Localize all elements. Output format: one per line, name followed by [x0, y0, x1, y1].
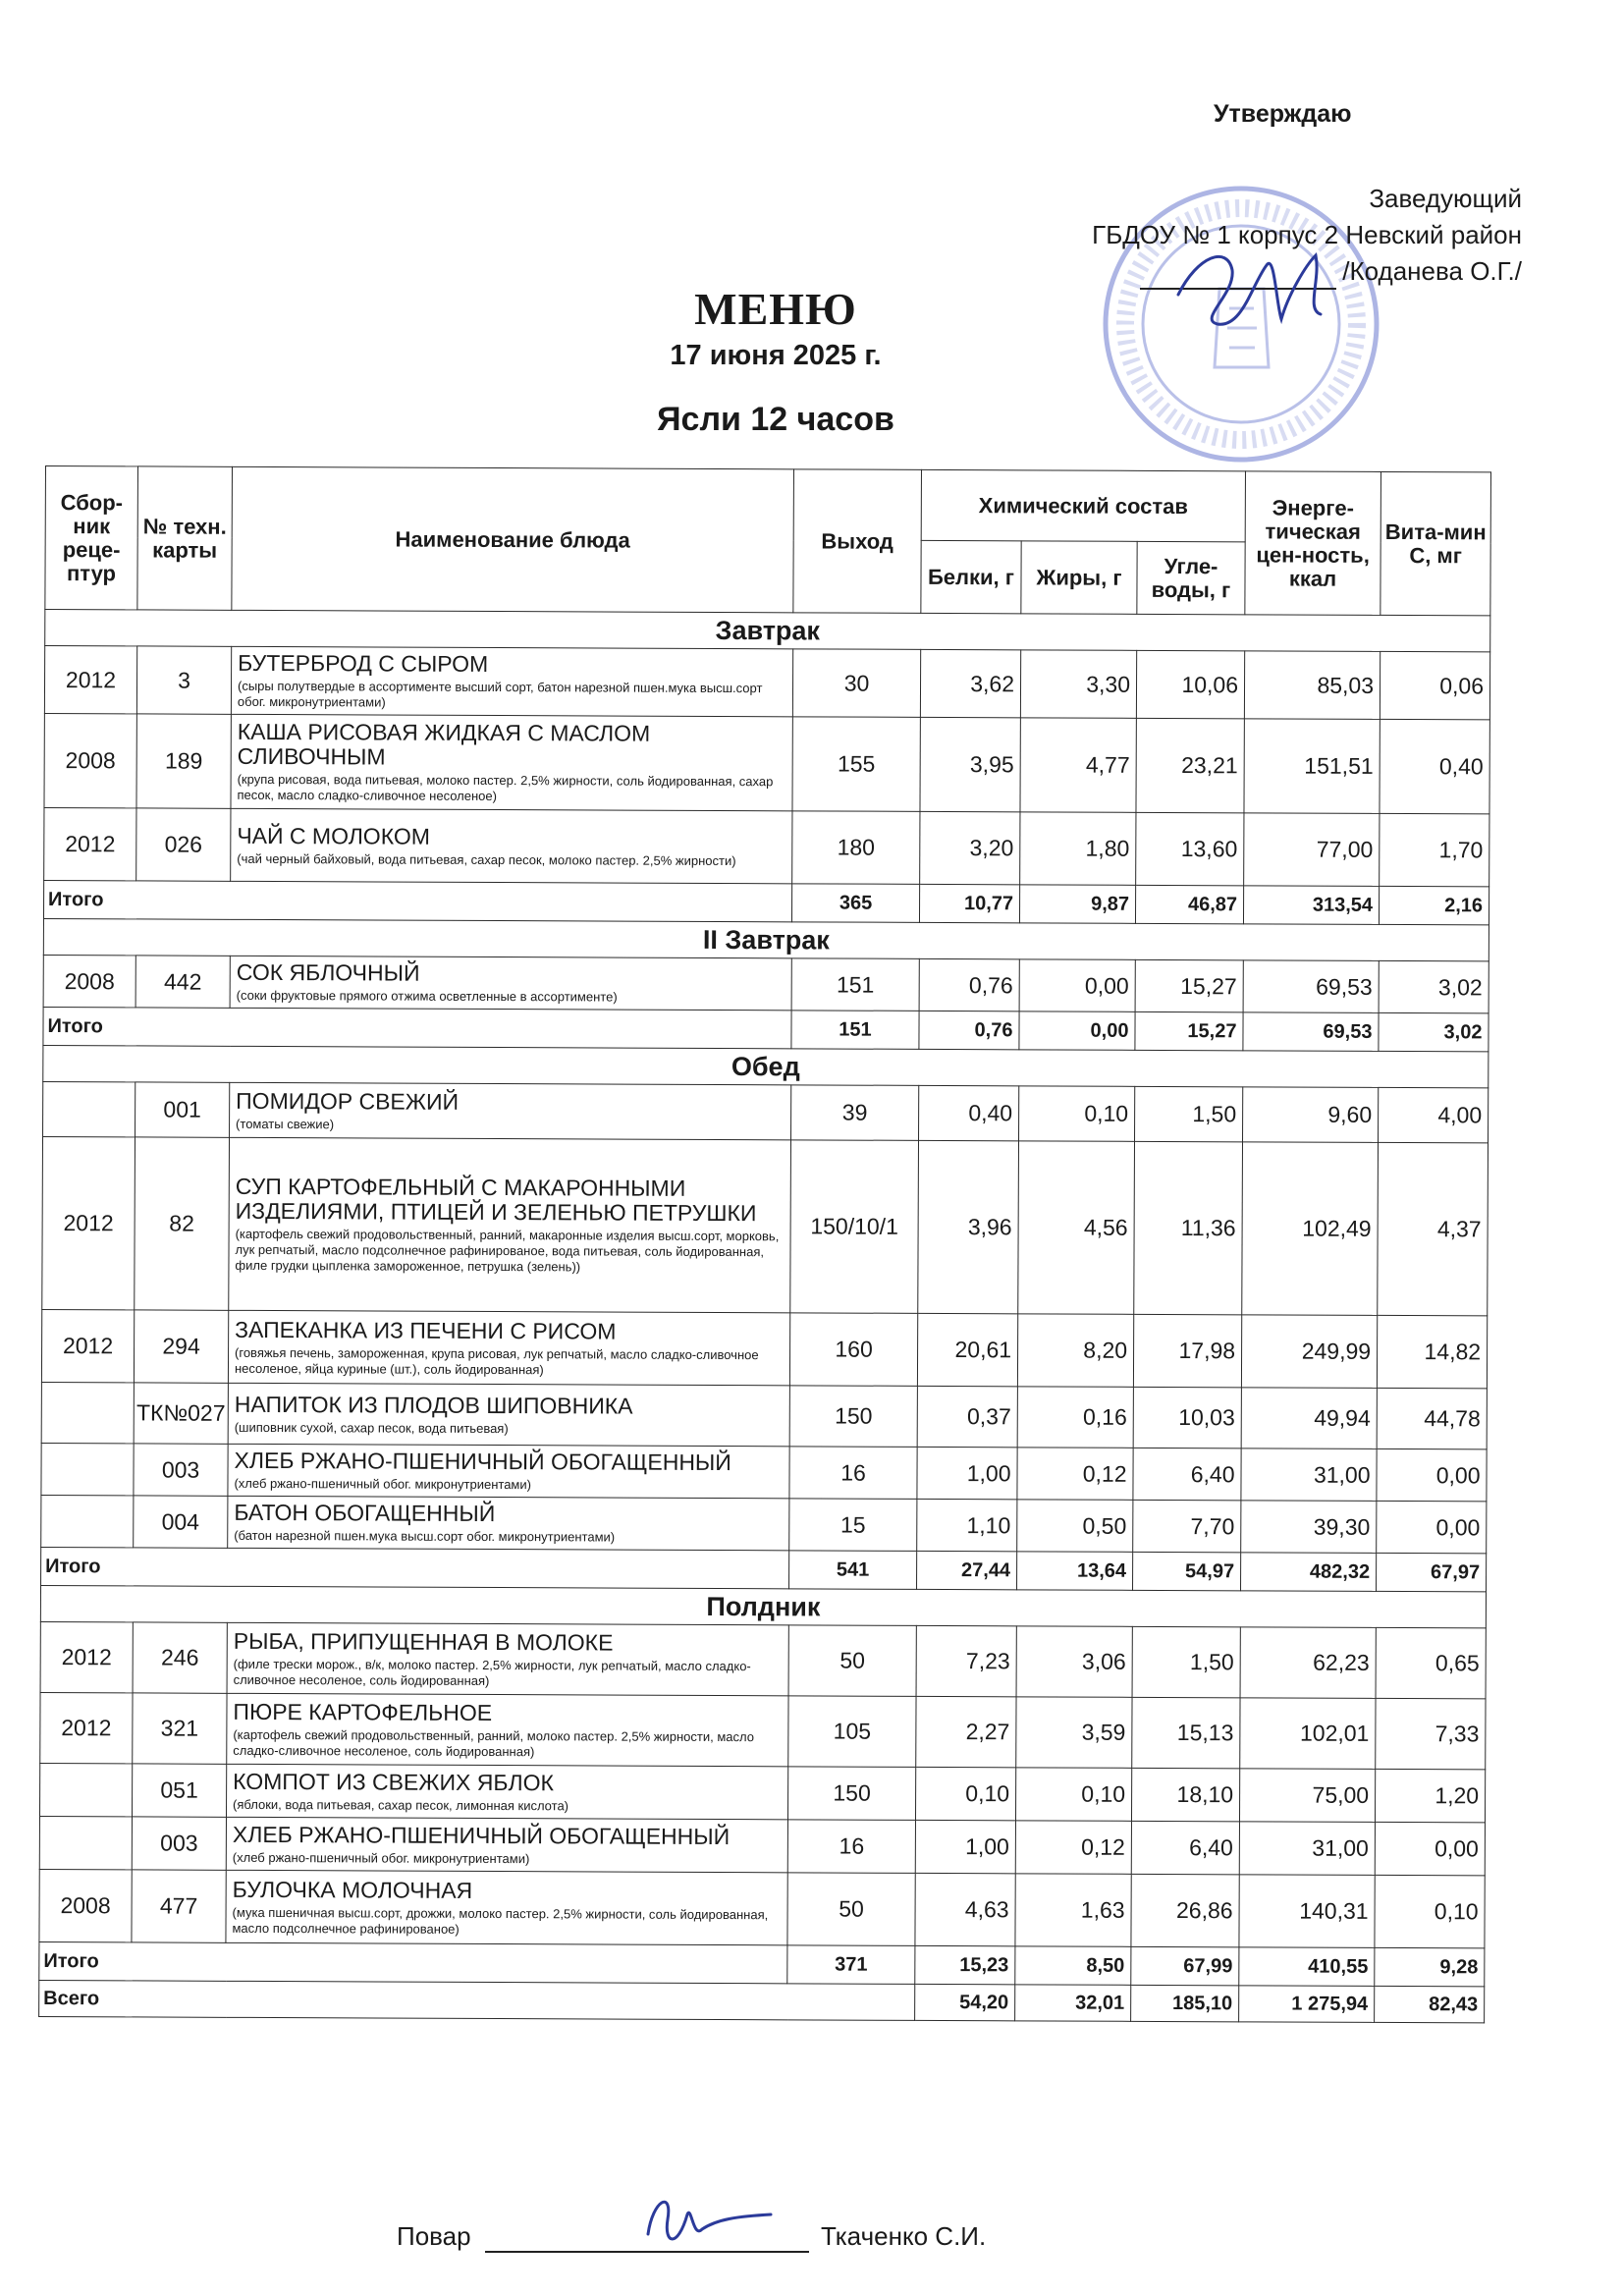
dish-name: ПОМИДОР СВЕЖИЙ — [236, 1087, 460, 1115]
col-name: Наименование блюда — [232, 466, 794, 612]
dish-name: ХЛЕБ РЖАНО-ПШЕНИЧНЫЙ ОБОГАЩЕННЫЙ — [234, 1447, 731, 1476]
energy-cell: 75,00 — [1240, 1769, 1376, 1823]
section-header — [43, 1045, 1489, 1087]
dish-name: СУП КАРТОФЕЛЬНЫЙ С МАКАРОННЫМИ ИЗДЕЛИЯМИ, ПТИЦЕЙ И ЗЕЛЕНЬЮ ПЕТРУШКИ — [235, 1173, 757, 1227]
fat-cell: 0,16 — [1017, 1387, 1133, 1449]
table-row — [41, 1382, 1487, 1449]
col-carbs: Угле-воды, г — [1137, 541, 1245, 614]
section-title: Обед — [43, 1045, 1489, 1087]
vitc-cell: 0,10 — [1375, 1875, 1485, 1947]
energy-cell: 249,99 — [1241, 1315, 1377, 1389]
recipe-cell: 2008 — [39, 1869, 132, 1941]
protein-cell: 0,76 — [919, 958, 1019, 1011]
dish-ingredients: (картофель свежий продовольственный, ранний, молоко пастер. 2,5% жирности, масло сладко-сливочное несоленое, соль йодированная) — [233, 1726, 755, 1759]
total-fat: 9,87 — [1019, 885, 1135, 924]
total-label: Итого — [43, 880, 791, 921]
carbs-cell: 1,50 — [1135, 1086, 1243, 1141]
protein-cell: 1,10 — [917, 1499, 1017, 1551]
tech-card-cell: 477 — [132, 1870, 226, 1942]
dish-ingredients: (мука пшеничная высш.сорт, дрожжи, молоко пастер. 2,5% жирности, соль йодированная, масло подсолнечное рафинированое) — [232, 1904, 769, 1937]
fat-cell: 0,50 — [1017, 1500, 1133, 1553]
carbs-cell: 18,10 — [1131, 1768, 1239, 1821]
tech-card-cell: 001 — [135, 1082, 230, 1137]
output-cell: 160 — [789, 1313, 917, 1387]
output-cell: 50 — [787, 1873, 915, 1946]
fat-cell: 0,12 — [1017, 1448, 1133, 1501]
dish-cell — [228, 1496, 789, 1550]
protein-cell: 3,95 — [920, 717, 1020, 811]
total-vitc: 2,16 — [1379, 886, 1489, 924]
total-carbs: 15,27 — [1135, 1011, 1243, 1050]
vitc-cell: 0,00 — [1377, 1501, 1487, 1553]
total-energy: 410,55 — [1239, 1947, 1375, 1987]
dish-ingredients: (говяжья печень, замороженная, крупа рисовая, лук репчатый, масло сладко-сливочное несоленое, яйца куриные (шт.), соль йодированная) — [234, 1344, 759, 1377]
energy-cell: 77,00 — [1244, 813, 1380, 887]
protein-cell: 1,00 — [917, 1447, 1017, 1499]
col-fat: Жиры, г — [1021, 541, 1137, 615]
col-energy: Энерге-тическая цен-ность, ккал — [1245, 471, 1381, 616]
total-protein: 10,77 — [919, 884, 1019, 922]
section-title: Полдник — [40, 1585, 1486, 1627]
recipe-cell — [41, 1443, 134, 1495]
position-label: Заведующий — [1369, 184, 1522, 213]
energy-cell: 85,03 — [1244, 651, 1380, 720]
total-energy: 482,32 — [1241, 1553, 1377, 1592]
section-total-row — [43, 1007, 1489, 1051]
protein-cell: 3,20 — [920, 811, 1020, 884]
menu-group: Ясли 12 часов — [657, 401, 894, 438]
director-name: /Коданева О.Г./ — [1342, 256, 1522, 286]
grand-total-row — [39, 1980, 1485, 2022]
table-row — [40, 1621, 1486, 1698]
dish-cell — [226, 1764, 787, 1819]
total-protein: 27,44 — [917, 1551, 1017, 1589]
org-label: ГБДОУ № 1 корпус 2 Невский район — [1092, 220, 1522, 249]
tech-card-cell: 003 — [132, 1817, 226, 1870]
output-cell: 15 — [789, 1499, 917, 1552]
vitc-cell: 44,78 — [1377, 1388, 1487, 1449]
energy-cell: 9,60 — [1243, 1087, 1379, 1143]
fat-cell: 8,20 — [1017, 1314, 1133, 1388]
output-cell: 105 — [788, 1696, 916, 1768]
recipe-cell — [39, 1816, 132, 1869]
output-cell: 155 — [792, 717, 920, 812]
vitc-cell: 0,65 — [1376, 1627, 1486, 1698]
dish-cell — [231, 808, 792, 883]
vitc-cell: 14,82 — [1377, 1315, 1487, 1388]
total-output: 371 — [787, 1945, 915, 1985]
grand-total-carbs: 185,10 — [1131, 1985, 1239, 2021]
dish-cell — [231, 646, 792, 716]
vitc-cell: 0,00 — [1377, 1449, 1487, 1501]
table-row — [44, 713, 1489, 813]
table-row — [41, 1495, 1487, 1553]
dish-cell — [230, 956, 791, 1010]
carbs-cell: 17,98 — [1133, 1314, 1241, 1387]
dish-ingredients: (сыры полутвердые в ассортименте высший сорт, батон нарезной пшен.мука высш.сорт обог. микронутриентами) — [237, 678, 763, 710]
output-cell: 30 — [792, 649, 920, 718]
dish-ingredients: (картофель свежий продовольственный, ранний, макаронные изделия высш.сорт, морковь, лук репчатый, масло подсолнечное рафинированое, вода питьевая, соль йодированная, филе грудки цыпленка замороженное, петрушка (зелень)) — [235, 1226, 780, 1275]
col-output: Выход — [793, 469, 922, 614]
fat-cell: 0,12 — [1015, 1821, 1131, 1875]
protein-cell: 0,10 — [915, 1767, 1015, 1820]
energy-cell: 49,94 — [1241, 1388, 1377, 1449]
section-header — [40, 1585, 1486, 1627]
dish-cell — [228, 1310, 789, 1385]
total-fat: 8,50 — [1015, 1946, 1131, 1986]
protein-cell: 20,61 — [917, 1313, 1017, 1386]
grand-total-energy: 1 275,94 — [1239, 1986, 1375, 2023]
col-tech: № техн. карты — [137, 466, 233, 610]
fat-cell: 0,10 — [1015, 1768, 1131, 1822]
dish-name: НАПИТОК ИЗ ПЛОДОВ ШИПОВНИКА — [234, 1391, 633, 1419]
grand-total-label: Всего — [39, 1980, 915, 2020]
dish-ingredients: (хлеб ржано-пшеничный обог. микронутриентами) — [234, 1475, 532, 1493]
dish-ingredients: (яблоки, вода питьевая, сахар песок, лимонная кислота) — [233, 1796, 569, 1813]
dish-cell — [230, 1082, 791, 1139]
carbs-cell: 1,50 — [1132, 1626, 1240, 1697]
approve-title: Утверждаю — [1214, 100, 1352, 128]
carbs-cell: 6,40 — [1131, 1821, 1239, 1874]
vitc-cell: 1,20 — [1376, 1769, 1486, 1822]
page-title: МЕНЮ — [694, 284, 857, 334]
grand-total-vitc: 82,43 — [1375, 1986, 1485, 2022]
dish-ingredients: (филе трески морож., в/к, молоко пастер. 2,5% жирности, лук репчатый, масло сладко-сливочное несоленое, соль йодированная) — [233, 1656, 751, 1688]
energy-cell: 31,00 — [1239, 1822, 1375, 1876]
dish-name: БУТЕРБРОД С СЫРОМ — [238, 649, 489, 677]
vitc-cell: 0,06 — [1380, 651, 1489, 719]
total-label: Итого — [43, 1007, 791, 1048]
energy-cell: 62,23 — [1240, 1627, 1376, 1699]
dish-ingredients: (батон нарезной пшен.мука высш.сорт обог. микронутриентами) — [234, 1527, 616, 1545]
table-row — [40, 1692, 1486, 1769]
section-title: Завтрак — [45, 610, 1490, 652]
fat-cell: 3,30 — [1020, 650, 1136, 719]
total-energy: 69,53 — [1243, 1012, 1379, 1052]
dish-name: ЧАЙ С МОЛОКОМ — [237, 822, 430, 849]
recipe-cell: 2012 — [44, 646, 136, 714]
cook-signature-icon — [628, 2175, 776, 2264]
table-row — [42, 1136, 1489, 1315]
total-output: 365 — [791, 884, 919, 923]
output-cell: 151 — [791, 958, 919, 1011]
fat-cell: 1,63 — [1015, 1874, 1131, 1947]
section-header — [43, 918, 1489, 960]
output-cell: 180 — [792, 811, 920, 885]
output-cell: 150 — [789, 1386, 917, 1448]
dish-cell — [227, 1622, 788, 1695]
recipe-cell: 2008 — [43, 955, 135, 1007]
grand-total-protein: 54,20 — [915, 1984, 1015, 2020]
total-fat: 13,64 — [1017, 1552, 1133, 1591]
dish-name: КОМПОТ ИЗ СВЕЖИХ ЯБЛОК — [233, 1768, 554, 1795]
table-row — [39, 1869, 1485, 1947]
energy-cell: 69,53 — [1243, 960, 1379, 1013]
section-total-row — [41, 1547, 1487, 1591]
carbs-cell: 11,36 — [1134, 1141, 1243, 1314]
carbs-cell: 26,86 — [1131, 1874, 1239, 1946]
total-protein: 0,76 — [919, 1011, 1019, 1049]
section-title: II Завтрак — [43, 918, 1489, 960]
dish-ingredients: (чай черный байховый, вода питьевая, сахар песок, молоко пастер. 2,5% жирности) — [237, 850, 736, 868]
dish-name: ПЮРЕ КАРТОФЕЛЬНОЕ — [233, 1698, 493, 1725]
protein-cell: 1,00 — [915, 1820, 1015, 1873]
menu-date: 17 июня 2025 г. — [670, 340, 882, 371]
fat-cell: 3,59 — [1016, 1697, 1132, 1769]
vitc-cell: 4,37 — [1378, 1142, 1489, 1315]
protein-cell: 3,62 — [920, 649, 1020, 717]
output-cell: 39 — [791, 1085, 919, 1141]
dish-cell — [231, 714, 792, 810]
carbs-cell: 15,13 — [1132, 1697, 1240, 1768]
director-signature-icon — [1159, 226, 1355, 344]
recipe-cell — [41, 1495, 134, 1547]
energy-cell: 102,01 — [1240, 1698, 1376, 1770]
section-total-row — [39, 1941, 1485, 1986]
total-carbs: 67,99 — [1131, 1946, 1239, 1985]
output-cell: 150 — [787, 1767, 915, 1821]
carbs-cell: 7,70 — [1133, 1500, 1241, 1552]
recipe-cell: 2012 — [42, 1136, 135, 1309]
recipe-cell — [39, 1763, 132, 1816]
tech-card-cell: 003 — [134, 1444, 228, 1496]
carbs-cell: 23,21 — [1136, 718, 1244, 812]
total-output: 541 — [789, 1551, 917, 1590]
tech-card-cell: 442 — [135, 956, 230, 1008]
fat-cell: 3,06 — [1016, 1626, 1132, 1698]
tech-card-cell: 051 — [132, 1764, 226, 1817]
dish-name: БУЛОЧКА МОЛОЧНАЯ — [232, 1876, 473, 1903]
col-protein: Белки, г — [921, 540, 1021, 613]
section-header — [45, 610, 1490, 652]
output-cell: 16 — [789, 1447, 917, 1500]
dish-cell — [226, 1817, 787, 1872]
dish-ingredients: (томаты свежие) — [236, 1116, 335, 1131]
total-vitc: 9,28 — [1375, 1947, 1485, 1986]
cook-label: Повар — [397, 2221, 471, 2251]
dish-name: КАША РИСОВАЯ ЖИДКАЯ С МАСЛОМ СЛИВОЧНЫМ — [237, 718, 651, 770]
fat-cell: 0,00 — [1019, 959, 1135, 1012]
output-cell: 150/10/1 — [790, 1140, 919, 1314]
dish-cell — [229, 1137, 791, 1312]
grand-total-fat: 32,01 — [1015, 1985, 1131, 2022]
dish-cell — [228, 1444, 789, 1498]
output-cell: 50 — [788, 1625, 916, 1697]
dish-ingredients: (шиповник сухой, сахар песок, вода питьевая) — [234, 1419, 509, 1436]
protein-cell: 0,40 — [919, 1085, 1019, 1140]
recipe-cell: 2008 — [44, 713, 136, 807]
vitc-cell: 7,33 — [1376, 1698, 1486, 1769]
tech-card-cell: 294 — [134, 1310, 228, 1383]
recipe-cell: 2012 — [40, 1621, 133, 1692]
dish-cell — [227, 1693, 788, 1766]
energy-cell: 102,49 — [1242, 1142, 1379, 1316]
energy-cell: 31,00 — [1241, 1449, 1377, 1502]
dish-name: ЗАПЕКАНКА ИЗ ПЕЧЕНИ С РИСОМ — [235, 1316, 617, 1344]
protein-cell: 7,23 — [916, 1625, 1016, 1696]
carbs-cell: 10,03 — [1133, 1387, 1241, 1448]
carbs-cell: 10,06 — [1136, 650, 1244, 718]
table-row — [39, 1816, 1485, 1875]
protein-cell: 2,27 — [916, 1696, 1016, 1767]
protein-cell: 4,63 — [915, 1873, 1015, 1945]
menu-table — [38, 465, 1491, 2023]
dish-ingredients: (хлеб ржано-пшеничный обог. микронутриентами) — [232, 1849, 530, 1866]
tech-card-cell: 246 — [133, 1622, 227, 1693]
output-cell: 16 — [787, 1820, 915, 1874]
vitc-cell: 1,70 — [1380, 813, 1489, 886]
dish-cell — [228, 1383, 789, 1446]
vitc-cell: 0,00 — [1375, 1822, 1485, 1875]
vitc-cell: 4,00 — [1379, 1087, 1489, 1142]
carbs-cell: 6,40 — [1133, 1448, 1241, 1500]
table-row — [39, 1763, 1485, 1822]
table-row — [41, 1443, 1487, 1501]
tech-card-cell: 026 — [136, 808, 231, 881]
menu-body — [39, 610, 1490, 2023]
total-output: 151 — [791, 1011, 919, 1050]
dish-cell — [226, 1870, 787, 1944]
total-vitc: 67,97 — [1377, 1553, 1487, 1591]
vitc-cell: 3,02 — [1379, 960, 1489, 1012]
total-carbs: 54,97 — [1133, 1552, 1241, 1590]
table-row — [43, 1081, 1489, 1142]
fat-cell: 4,56 — [1018, 1141, 1135, 1315]
tech-card-cell: 189 — [136, 714, 231, 808]
energy-cell: 151,51 — [1244, 719, 1380, 814]
dish-ingredients: (крупа рисовая, вода питьевая, молоко пастер. 2,5% жирности, соль йодированная, сахар песок, масло сладко-сливочное несоленое) — [237, 771, 774, 804]
recipe-cell: 2012 — [41, 1309, 134, 1382]
col-recipes: Сбор-ник реце-птур — [45, 466, 138, 610]
recipe-cell: 2012 — [40, 1692, 133, 1763]
total-label: Итого — [41, 1547, 789, 1588]
total-energy: 313,54 — [1243, 886, 1379, 925]
carbs-cell: 13,60 — [1136, 812, 1244, 885]
total-fat: 0,00 — [1019, 1011, 1135, 1051]
total-carbs: 46,87 — [1135, 885, 1243, 923]
dish-name: БАТОН ОБОГАЩЕННЫЙ — [234, 1499, 496, 1527]
table-row — [44, 807, 1489, 886]
energy-cell: 39,30 — [1241, 1501, 1377, 1554]
total-label: Итого — [39, 1941, 787, 1983]
col-vitc: Вита-мин С, мг — [1380, 471, 1491, 615]
fat-cell: 0,10 — [1019, 1086, 1135, 1142]
section-total-row — [43, 880, 1489, 924]
dish-name: РЫБА, ПРИПУЩЕННАЯ В МОЛОКЕ — [233, 1627, 614, 1656]
total-protein: 15,23 — [915, 1945, 1015, 1984]
recipe-cell: 2012 — [44, 807, 136, 880]
total-vitc: 3,02 — [1379, 1012, 1489, 1051]
tech-card-cell: ТК№027 — [134, 1383, 228, 1444]
tech-card-cell: 004 — [134, 1496, 228, 1548]
protein-cell: 3,96 — [918, 1140, 1019, 1313]
fat-cell: 1,80 — [1020, 812, 1136, 886]
table-row — [41, 1309, 1487, 1388]
recipe-cell — [41, 1382, 134, 1443]
col-chem: Химический состав — [921, 469, 1245, 541]
recipe-cell — [43, 1081, 135, 1136]
tech-card-cell: 82 — [135, 1137, 230, 1310]
fat-cell: 4,77 — [1020, 718, 1136, 813]
dish-name: СОК ЯБЛОЧНЫЙ — [236, 958, 420, 986]
carbs-cell: 15,27 — [1135, 959, 1243, 1011]
cook-name: Ткаченко С.И. — [821, 2221, 987, 2251]
vitc-cell: 0,40 — [1380, 719, 1489, 813]
table-row — [44, 646, 1489, 720]
tech-card-cell: 3 — [136, 646, 231, 714]
energy-cell: 140,31 — [1239, 1875, 1375, 1948]
tech-card-cell: 321 — [133, 1693, 227, 1764]
dish-name: ХЛЕБ РЖАНО-ПШЕНИЧНЫЙ ОБОГАЩЕННЫЙ — [232, 1821, 731, 1849]
table-row — [43, 955, 1489, 1012]
dish-ingredients: (соки фруктовые прямого отжима осветленные в ассортименте) — [236, 987, 618, 1005]
protein-cell: 0,37 — [917, 1386, 1017, 1447]
